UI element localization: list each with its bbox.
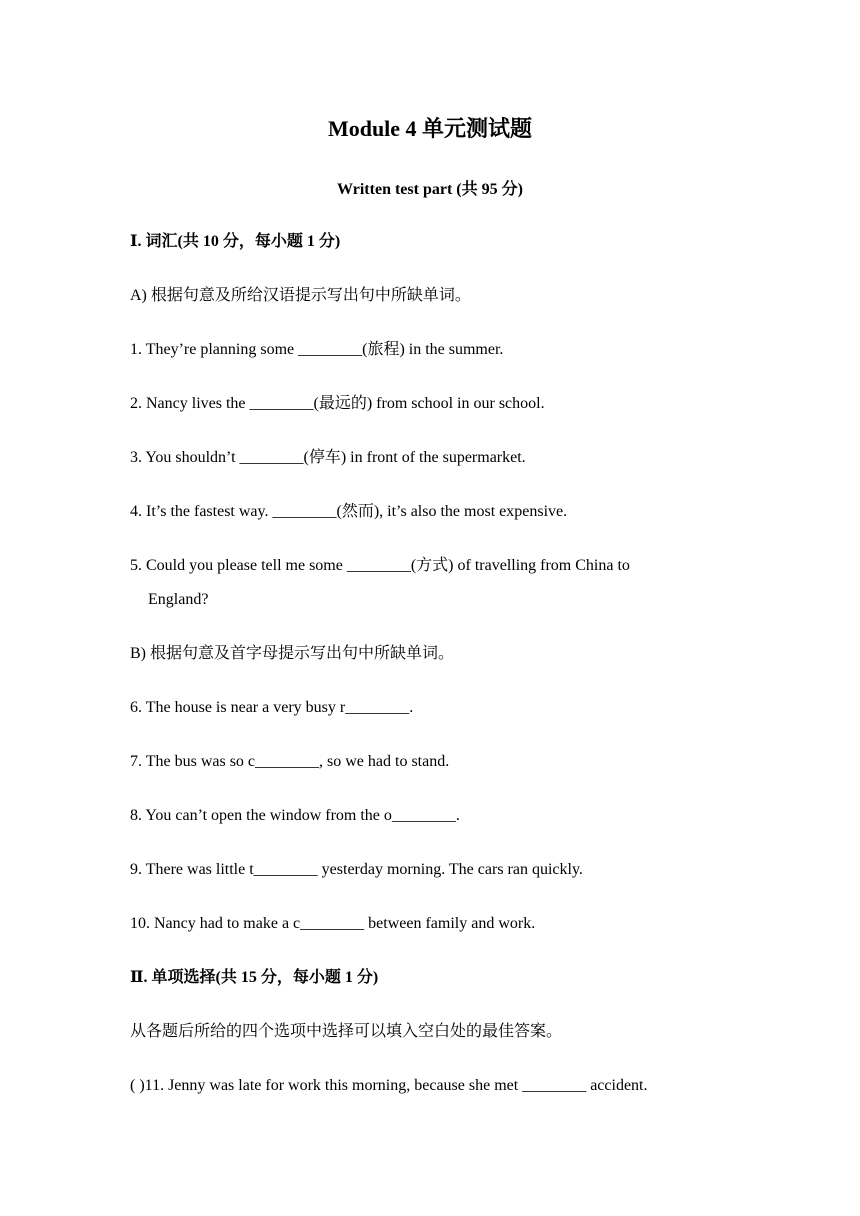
question-8: 8. You can’t open the window from the o________. (130, 807, 460, 824)
section-1-heading: Ⅰ. 词汇(共 10 分，每小题 1 分) (130, 233, 341, 250)
question-7: 7. The bus was so c________, so we had to stand. (130, 753, 450, 770)
page-subtitle: Written test part (共 95 分) (337, 181, 523, 198)
page-title: Module 4 单元测试题 (327, 116, 533, 141)
question-1: 1. They’re planning some ________(旅程) in the summer. (130, 341, 504, 358)
question-9: 9. There was little t________ yesterday morning. The cars ran quickly. (130, 861, 583, 878)
part-a-instruction: A) 根据句意及所给汉语提示写出句中所缺单词。 (130, 287, 471, 304)
question-4: 4. It’s the fastest way. ________(然而), it’s also the most expensive. (130, 503, 568, 520)
question-11: ( )11. Jenny was late for work this morning, because she met ________ accident. (130, 1077, 648, 1094)
question-10: 10. Nancy had to make a c________ between family and work. (130, 915, 536, 932)
question-3: 3. You shouldn’t ________(停车) in front of the supermarket. (130, 449, 526, 466)
section-2-heading: Ⅱ. 单项选择(共 15 分，每小题 1 分) (130, 969, 379, 986)
section-2-instruction: 从各题后所给的四个选项中选择可以填入空白处的最佳答案。 (130, 1023, 563, 1040)
question-2: 2. Nancy lives the ________(最远的) from school in our school. (130, 395, 545, 412)
part-b-instruction: B) 根据句意及首字母提示写出句中所缺单词。 (130, 645, 455, 662)
question-5-line-1: 5. Could you please tell me some ________(方式) of travelling from China to (130, 557, 630, 574)
question-6: 6. The house is near a very busy r________. (130, 699, 414, 716)
question-5-line-2: England? (148, 591, 209, 608)
